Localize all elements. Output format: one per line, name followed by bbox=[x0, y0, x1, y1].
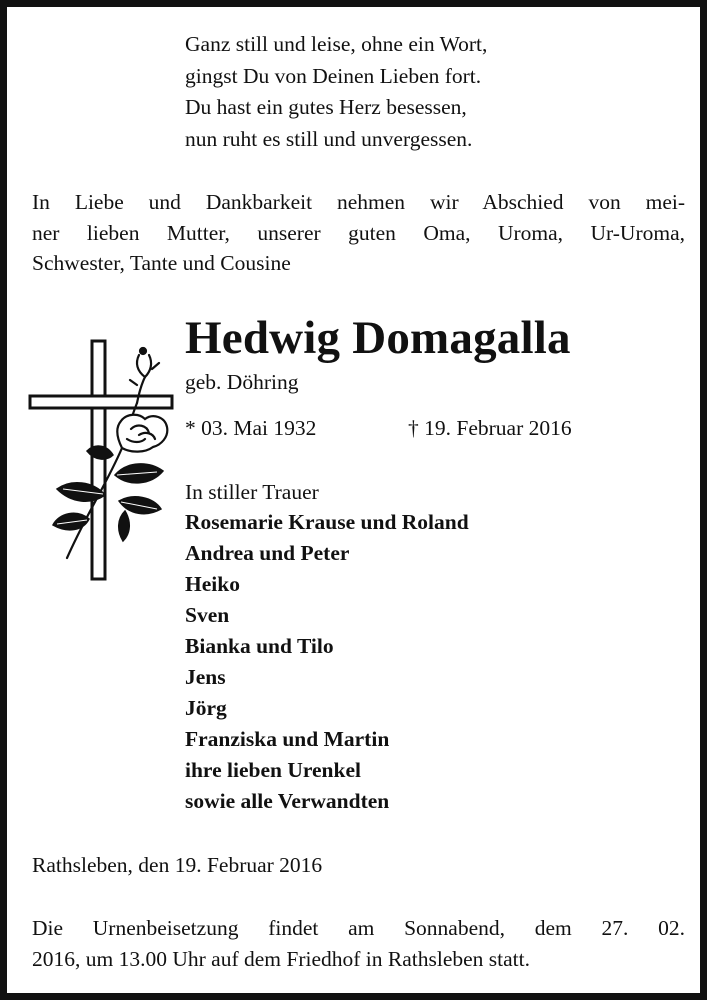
birth-date: * 03. Mai 1932 bbox=[185, 416, 317, 440]
maiden-name: geb. Döhring bbox=[185, 370, 299, 394]
leaf-icon bbox=[53, 446, 163, 541]
poem-line: Du hast ein gutes Herz besessen, bbox=[185, 95, 467, 119]
funeral-details bbox=[32, 913, 685, 975]
poem-line: Ganz still und leise, ohne ein Wort, bbox=[185, 32, 488, 56]
deceased-name: Hedwig Domagalla bbox=[185, 312, 571, 364]
list-item: Heiko bbox=[185, 572, 240, 596]
cross-icon bbox=[30, 341, 172, 579]
list-item: Sven bbox=[185, 603, 230, 627]
intro-line: In Liebe und Dankbarkeit nehmen wir Abschied von mei- bbox=[32, 190, 685, 214]
memorial-poem bbox=[185, 29, 487, 155]
farewell-intro bbox=[32, 187, 685, 279]
intro-line: ner lieben Mutter, unserer guten Oma, Uroma, Ur-Uroma, bbox=[32, 220, 685, 245]
funeral-line: 2016, um 13.00 Uhr auf dem Friedhof in Rathsleben statt. bbox=[32, 947, 531, 971]
death-date: † 19. Februar 2016 bbox=[408, 416, 572, 440]
list-item: ihre lieben Urenkel bbox=[185, 758, 361, 782]
list-item: Bianka und Tilo bbox=[185, 634, 334, 658]
list-item: Andrea und Peter bbox=[185, 541, 350, 565]
list-item: Jens bbox=[185, 665, 226, 689]
list-item: Rosemarie Krause und Roland bbox=[185, 510, 469, 534]
place-and-date: Rathsleben, den 19. Februar 2016 bbox=[32, 853, 323, 877]
funeral-line: Die Urnenbeisetzung findet am Sonnabend, dem 27. 02. bbox=[32, 916, 685, 940]
poem-line: nun ruht es still und unvergessen. bbox=[185, 126, 473, 151]
list-item: sowie alle Verwandten bbox=[185, 789, 390, 813]
list-item: Jörg bbox=[185, 696, 227, 720]
mourning-heading: In stiller Trauer bbox=[185, 480, 319, 504]
poem-line: gingst Du von Deinen Lieben fort. bbox=[185, 63, 482, 88]
mourners-list bbox=[185, 507, 469, 817]
cross-with-rose-icon bbox=[27, 333, 177, 585]
intro-line: Schwester, Tante und Cousine bbox=[32, 251, 291, 275]
list-item: Franziska und Martin bbox=[185, 727, 390, 751]
